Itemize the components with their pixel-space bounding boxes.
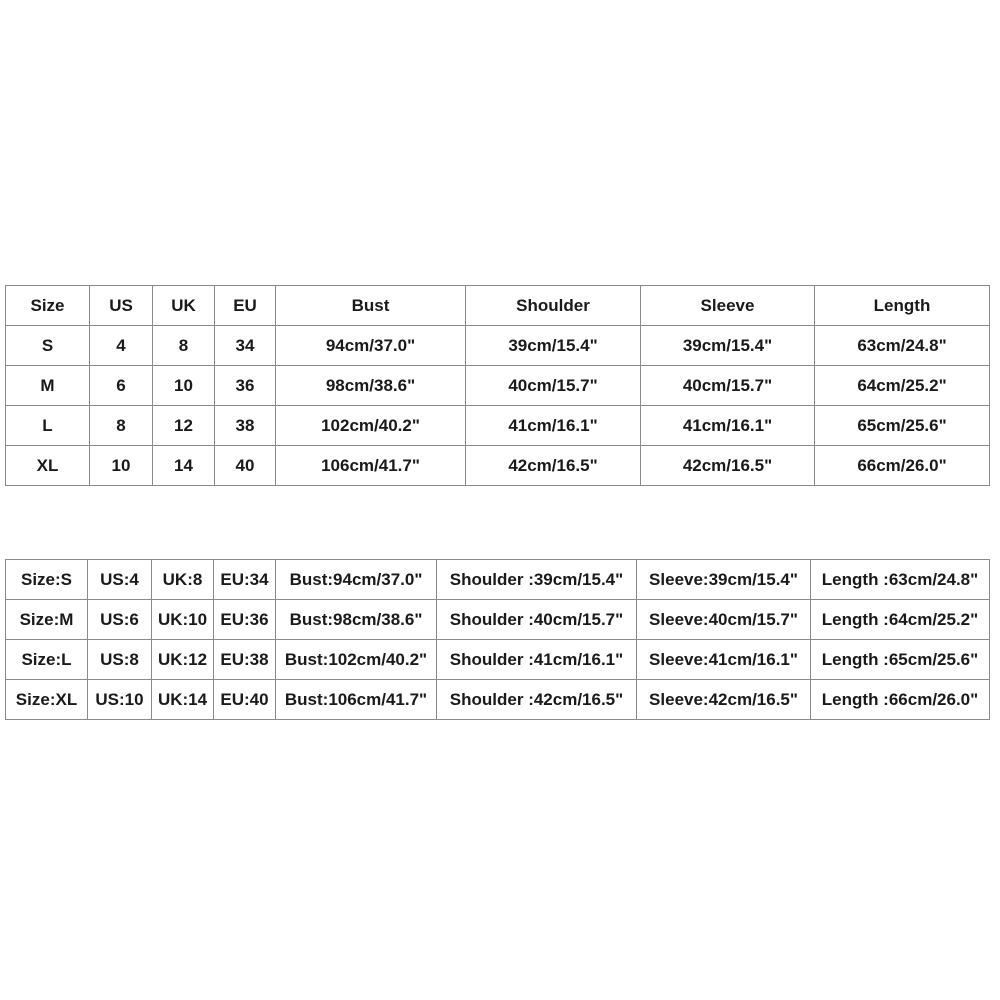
table-cell: 39cm/15.4" bbox=[641, 326, 815, 366]
table-cell: 6 bbox=[90, 366, 153, 406]
table-cell: UK:12 bbox=[152, 640, 214, 680]
table-cell: Sleeve:40cm/15.7" bbox=[637, 600, 811, 640]
column-header-bust: Bust bbox=[276, 286, 466, 326]
table-cell: 14 bbox=[153, 446, 215, 486]
table-cell: Bust:102cm/40.2" bbox=[276, 640, 437, 680]
table-cell: Bust:106cm/41.7" bbox=[276, 680, 437, 720]
table-cell: L bbox=[6, 406, 90, 446]
table-header-row bbox=[6, 286, 990, 326]
table-cell: 66cm/26.0" bbox=[815, 446, 990, 486]
table-cell: Bust:94cm/37.0" bbox=[276, 560, 437, 600]
table-cell: Length :63cm/24.8" bbox=[811, 560, 990, 600]
table-cell: 41cm/16.1" bbox=[466, 406, 641, 446]
table-cell: EU:38 bbox=[214, 640, 276, 680]
column-header-uk: UK bbox=[153, 286, 215, 326]
table-row bbox=[6, 560, 990, 600]
table-cell: 42cm/16.5" bbox=[466, 446, 641, 486]
table-cell: Shoulder :41cm/16.1" bbox=[437, 640, 637, 680]
table-cell: Sleeve:39cm/15.4" bbox=[637, 560, 811, 600]
table-cell: 39cm/15.4" bbox=[466, 326, 641, 366]
table-cell: 4 bbox=[90, 326, 153, 366]
table-cell: UK:10 bbox=[152, 600, 214, 640]
table-cell: 102cm/40.2" bbox=[276, 406, 466, 446]
table-cell: Size:L bbox=[6, 640, 88, 680]
column-header-sleeve: Sleeve bbox=[641, 286, 815, 326]
table-cell: 12 bbox=[153, 406, 215, 446]
column-header-eu: EU bbox=[215, 286, 276, 326]
table-cell: Sleeve:41cm/16.1" bbox=[637, 640, 811, 680]
size-chart-table bbox=[5, 285, 990, 486]
table-cell: Length :66cm/26.0" bbox=[811, 680, 990, 720]
table-cell: UK:8 bbox=[152, 560, 214, 600]
table-cell: EU:34 bbox=[214, 560, 276, 600]
table-row bbox=[6, 366, 990, 406]
table-cell: US:6 bbox=[88, 600, 152, 640]
table-cell: 8 bbox=[90, 406, 153, 446]
table-cell: 106cm/41.7" bbox=[276, 446, 466, 486]
size-chart-labeled-table bbox=[5, 559, 990, 720]
table-cell: EU:40 bbox=[214, 680, 276, 720]
table-row bbox=[6, 680, 990, 720]
table-cell: 40cm/15.7" bbox=[466, 366, 641, 406]
table-cell: 64cm/25.2" bbox=[815, 366, 990, 406]
table-cell: 38 bbox=[215, 406, 276, 446]
table-row bbox=[6, 600, 990, 640]
table-cell: Size:S bbox=[6, 560, 88, 600]
table-cell: Sleeve:42cm/16.5" bbox=[637, 680, 811, 720]
table-cell: US:4 bbox=[88, 560, 152, 600]
table-row bbox=[6, 640, 990, 680]
table-cell: 40 bbox=[215, 446, 276, 486]
table-cell: Size:XL bbox=[6, 680, 88, 720]
table-cell: 65cm/25.6" bbox=[815, 406, 990, 446]
table-cell: Bust:98cm/38.6" bbox=[276, 600, 437, 640]
column-header-size: Size bbox=[6, 286, 90, 326]
table-row bbox=[6, 406, 990, 446]
table-cell: 98cm/38.6" bbox=[276, 366, 466, 406]
table-cell: Length :65cm/25.6" bbox=[811, 640, 990, 680]
table-cell: 8 bbox=[153, 326, 215, 366]
table-cell: US:8 bbox=[88, 640, 152, 680]
table-cell: 36 bbox=[215, 366, 276, 406]
table-cell: M bbox=[6, 366, 90, 406]
table-cell: 34 bbox=[215, 326, 276, 366]
table-cell: US:10 bbox=[88, 680, 152, 720]
table-row bbox=[6, 446, 990, 486]
table-cell: 41cm/16.1" bbox=[641, 406, 815, 446]
table-cell: Size:M bbox=[6, 600, 88, 640]
table-cell: Length :64cm/25.2" bbox=[811, 600, 990, 640]
table-cell: 94cm/37.0" bbox=[276, 326, 466, 366]
table-cell: Shoulder :42cm/16.5" bbox=[437, 680, 637, 720]
column-header-length: Length bbox=[815, 286, 990, 326]
table-cell: EU:36 bbox=[214, 600, 276, 640]
column-header-us: US bbox=[90, 286, 153, 326]
table-cell: XL bbox=[6, 446, 90, 486]
table-cell: Shoulder :39cm/15.4" bbox=[437, 560, 637, 600]
table-cell: 10 bbox=[90, 446, 153, 486]
table-cell: 10 bbox=[153, 366, 215, 406]
column-header-shoulder: Shoulder bbox=[466, 286, 641, 326]
table-cell: 63cm/24.8" bbox=[815, 326, 990, 366]
table-cell: S bbox=[6, 326, 90, 366]
table-cell: Shoulder :40cm/15.7" bbox=[437, 600, 637, 640]
table-cell: 42cm/16.5" bbox=[641, 446, 815, 486]
table-cell: 40cm/15.7" bbox=[641, 366, 815, 406]
table-cell: UK:14 bbox=[152, 680, 214, 720]
table-row bbox=[6, 326, 990, 366]
